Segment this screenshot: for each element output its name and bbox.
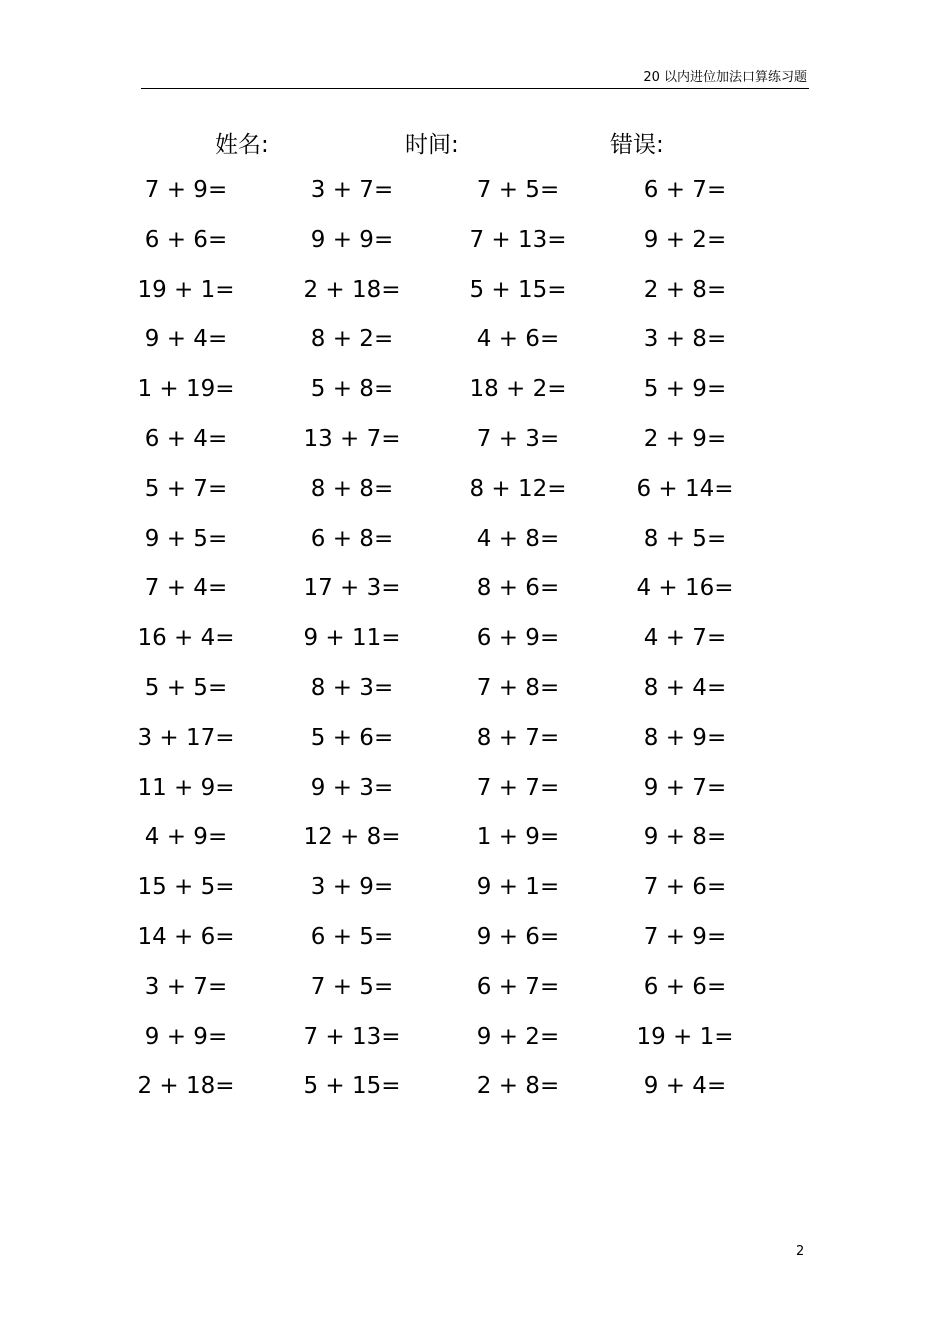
addition-problem: 6 + 8= — [310, 525, 394, 552]
addition-problem: 3 + 9= — [310, 874, 394, 901]
addition-problem: 9 + 4= — [144, 326, 228, 353]
addition-problem: 7 + 7= — [476, 774, 560, 801]
addition-problem: 6 + 6= — [144, 226, 228, 253]
addition-problem: 8 + 6= — [476, 575, 560, 602]
problem-row — [0, 869, 950, 919]
addition-problem: 7 + 5= — [476, 177, 560, 203]
addition-problem: 5 + 15= — [469, 276, 567, 303]
addition-problem: 4 + 8= — [476, 525, 560, 552]
addition-problem: 4 + 9= — [144, 824, 228, 851]
addition-problem: 9 + 2= — [643, 226, 727, 253]
addition-problem: 5 + 8= — [310, 376, 394, 403]
addition-problem: 9 + 6= — [476, 923, 560, 950]
addition-problem: 9 + 11= — [303, 625, 401, 652]
addition-problem: 6 + 7= — [476, 973, 560, 1000]
addition-problem: 9 + 1= — [476, 874, 560, 901]
problem-row — [0, 1019, 950, 1069]
addition-problem: 8 + 3= — [310, 674, 394, 701]
header-title: 20 以内进位加法口算练习题 — [643, 70, 807, 85]
addition-problem: 18 + 2= — [469, 376, 567, 403]
addition-problem: 7 + 8= — [476, 674, 560, 701]
addition-problem: 9 + 9= — [144, 1023, 228, 1050]
errors-label: 错误: — [610, 132, 664, 158]
addition-problem: 7 + 4= — [144, 575, 228, 602]
addition-problem: 9 + 2= — [476, 1023, 560, 1050]
addition-problem: 16 + 4= — [137, 625, 235, 652]
addition-problem: 7 + 13= — [469, 226, 567, 253]
problem-row — [0, 819, 950, 869]
problem-row — [0, 371, 950, 421]
addition-problem: 6 + 7= — [643, 177, 727, 203]
addition-problem: 7 + 5= — [310, 973, 394, 1000]
addition-problem: 12 + 8= — [303, 824, 401, 851]
addition-problem: 8 + 5= — [643, 525, 727, 552]
addition-problem: 7 + 9= — [144, 177, 228, 203]
addition-problem: 5 + 5= — [144, 674, 228, 701]
problem-row — [0, 720, 950, 770]
addition-problem: 6 + 4= — [144, 425, 228, 452]
addition-problem: 4 + 7= — [643, 625, 727, 652]
problem-row — [0, 570, 950, 620]
addition-problem: 4 + 6= — [476, 326, 560, 353]
addition-problem: 5 + 7= — [144, 475, 228, 502]
addition-problem: 2 + 18= — [137, 1073, 235, 1100]
addition-problem: 7 + 9= — [643, 923, 727, 950]
addition-problem: 2 + 9= — [643, 425, 727, 452]
time-label: 时间: — [405, 132, 459, 158]
addition-problem: 6 + 14= — [636, 475, 734, 502]
addition-problem: 4 + 16= — [636, 575, 734, 602]
problem-row — [0, 222, 950, 272]
addition-problem: 6 + 6= — [643, 973, 727, 1000]
problem-row — [0, 172, 950, 222]
addition-problem: 7 + 3= — [476, 425, 560, 452]
addition-problem: 3 + 17= — [137, 724, 235, 751]
addition-problem: 19 + 1= — [636, 1023, 734, 1050]
problem-row — [0, 969, 950, 1019]
problem-grid — [0, 172, 950, 1118]
addition-problem: 9 + 4= — [643, 1073, 727, 1100]
addition-problem: 5 + 15= — [303, 1073, 401, 1100]
addition-problem: 8 + 2= — [310, 326, 394, 353]
addition-problem: 8 + 9= — [643, 724, 727, 751]
addition-problem: 8 + 12= — [469, 475, 567, 502]
addition-problem: 6 + 9= — [476, 625, 560, 652]
addition-problem: 19 + 1= — [137, 276, 235, 303]
problem-row — [0, 770, 950, 820]
addition-problem: 8 + 7= — [476, 724, 560, 751]
addition-problem: 1 + 9= — [476, 824, 560, 851]
addition-problem: 5 + 9= — [643, 376, 727, 403]
addition-problem: 8 + 4= — [643, 674, 727, 701]
addition-problem: 5 + 6= — [310, 724, 394, 751]
problem-row — [0, 272, 950, 322]
addition-problem: 2 + 18= — [303, 276, 401, 303]
addition-problem: 1 + 19= — [137, 376, 235, 403]
problem-row — [0, 521, 950, 571]
addition-problem: 6 + 5= — [310, 923, 394, 950]
problem-row — [0, 919, 950, 969]
addition-problem: 3 + 7= — [310, 177, 394, 203]
addition-problem: 9 + 8= — [643, 824, 727, 851]
problem-row — [0, 421, 950, 471]
student-info-row — [0, 126, 950, 160]
addition-problem: 17 + 3= — [303, 575, 401, 602]
addition-problem: 7 + 6= — [643, 874, 727, 901]
addition-problem: 9 + 3= — [310, 774, 394, 801]
addition-problem: 7 + 13= — [303, 1023, 401, 1050]
problem-row — [0, 471, 950, 521]
problem-row — [0, 670, 950, 720]
addition-problem: 11 + 9= — [137, 774, 235, 801]
addition-problem: 9 + 5= — [144, 525, 228, 552]
problem-row — [0, 620, 950, 670]
header-rule — [141, 88, 809, 89]
addition-problem: 2 + 8= — [643, 276, 727, 303]
page-number: 2 — [796, 1244, 805, 1259]
addition-problem: 3 + 7= — [144, 973, 228, 1000]
problem-row — [0, 1068, 950, 1118]
addition-problem: 9 + 9= — [310, 226, 394, 253]
addition-problem: 15 + 5= — [137, 874, 235, 901]
addition-problem: 13 + 7= — [303, 425, 401, 452]
name-label: 姓名: — [215, 132, 269, 158]
addition-problem: 14 + 6= — [137, 923, 235, 950]
addition-problem: 8 + 8= — [310, 475, 394, 502]
problem-row — [0, 321, 950, 371]
addition-problem: 3 + 8= — [643, 326, 727, 353]
addition-problem: 2 + 8= — [476, 1073, 560, 1100]
addition-problem: 9 + 7= — [643, 774, 727, 801]
